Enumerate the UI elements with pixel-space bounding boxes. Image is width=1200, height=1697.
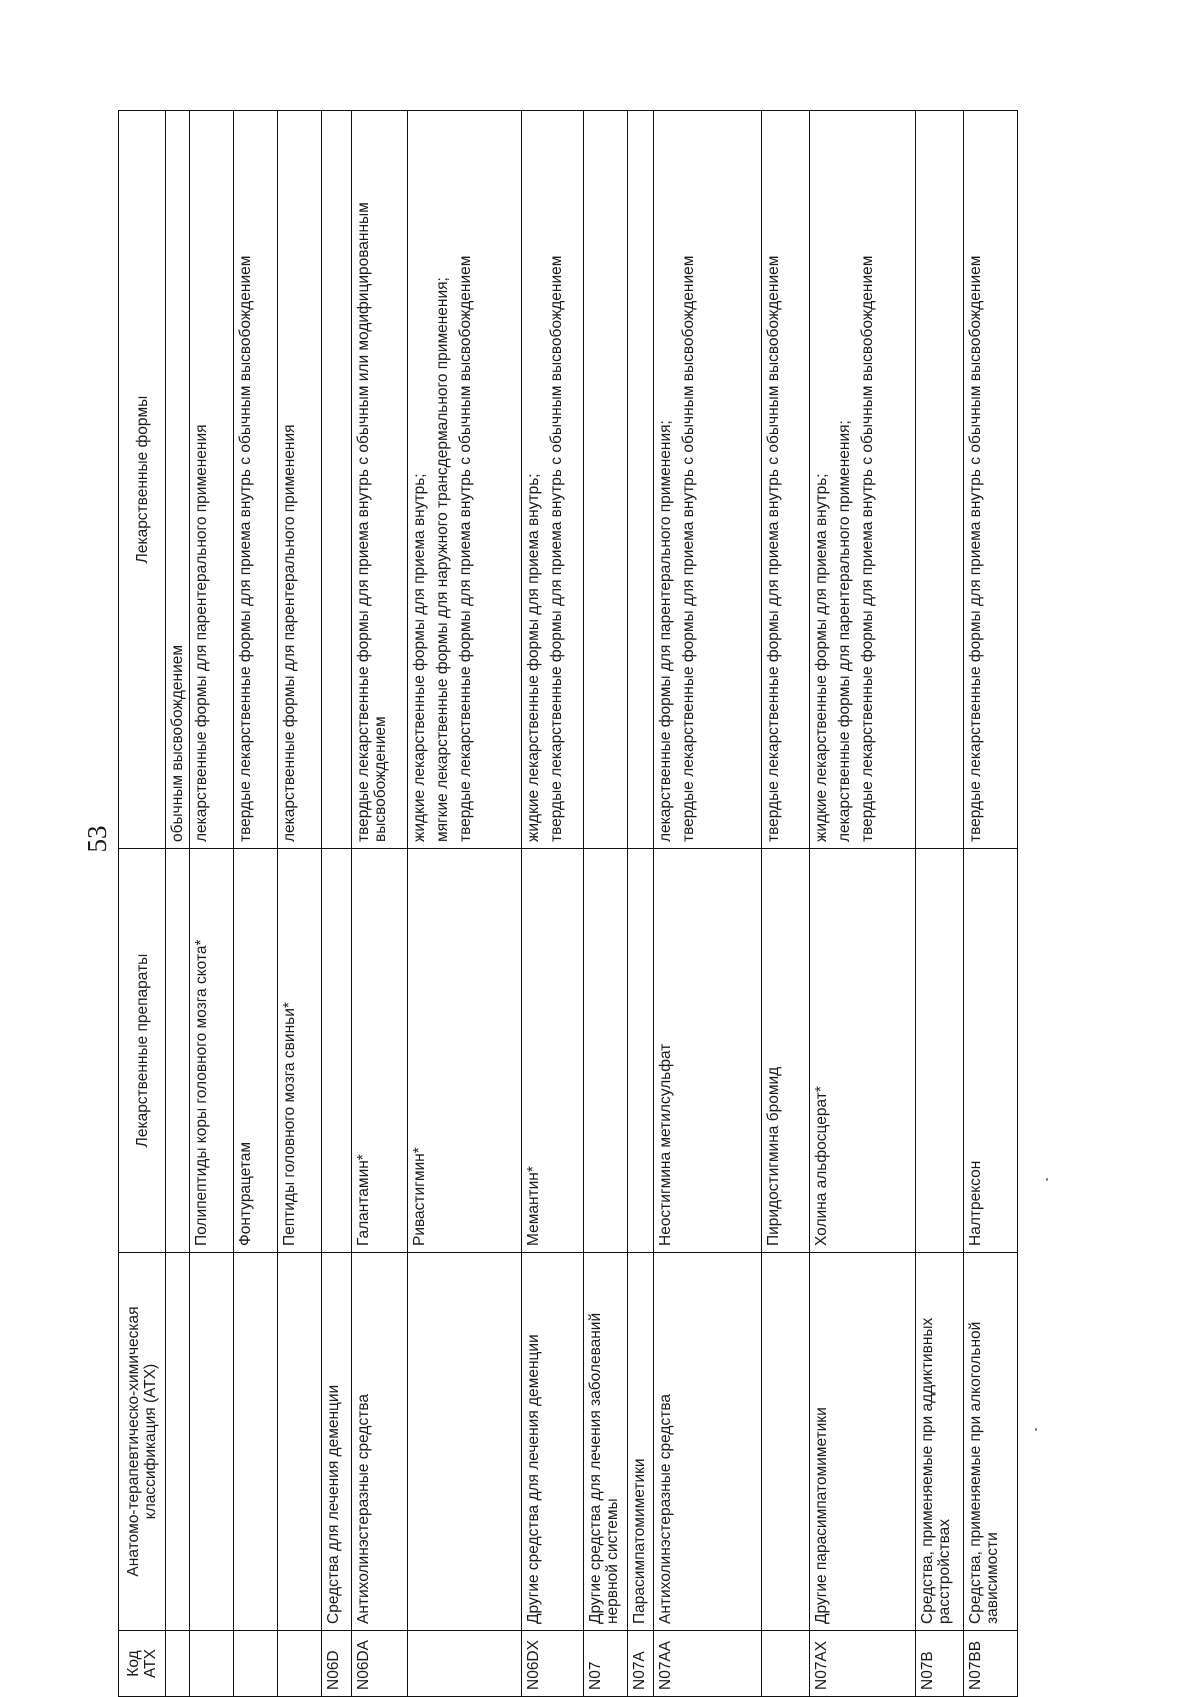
table-row [762,111,810,1697]
drug-cell: Пептиды головного мозга свиньи* [278,849,322,1253]
forms-cell [352,111,408,849]
header-code: Код АТХ [119,1631,166,1697]
table-row [234,111,278,1697]
header-classification: Анатомо-терапевтическо-химическая классификация (АТХ) [119,1253,166,1631]
drug-cell: Галантамин* [352,849,408,1253]
forms-cell [408,111,522,849]
drug-cell [916,849,964,1253]
drug-cell: Налтрексон [964,849,1018,1253]
table-row [628,111,654,1697]
atc-table [118,110,1018,1697]
drug-cell [166,849,190,1253]
atc-code-cell [190,1631,234,1697]
scan-speck [1035,1428,1037,1431]
table-body [166,111,1018,1697]
forms-cell [322,111,352,849]
classification-cell [190,1253,234,1631]
table-row [166,111,190,1697]
dosage-form-item: жидкие лекарственные формы для приема внутрь; [813,473,830,842]
drug-cell: Холина альфосцерат* [810,849,916,1253]
atc-table-rotated [118,111,1034,1697]
dosage-form-item: твердые лекарственные формы для приема внутрь с обычным высвобождением [237,255,254,842]
table-row [322,111,352,1697]
header-drugs: Лекарственные препараты [119,849,166,1253]
atc-code-cell [166,1631,190,1697]
header-forms: Лекарственные формы [119,111,166,849]
table-row [654,111,762,1697]
dosage-form-item: твердые лекарственные формы для приема внутрь с обычным или модифицированным высвобождением [355,202,389,842]
drug-cell [628,849,654,1253]
atc-code-cell [762,1631,810,1697]
dosage-form-item: лекарственные формы для парентерального применения; [836,420,853,842]
dosage-form-item: твердые лекарственные формы для приема внутрь с обычным высвобождением [457,255,474,842]
classification-cell: Парасимпатомиметики [628,1253,654,1631]
classification-cell: Средства для лечения деменции [322,1253,352,1631]
classification-cell: Другие парасимпатомиметики [810,1253,916,1631]
forms-cell [916,111,964,849]
table-row [964,111,1018,1697]
dosage-form-item: твердые лекарственные формы для приема внутрь с обычным высвобождением [967,255,984,842]
dosage-form-item: лекарственные формы для парентерального применения; [657,420,674,842]
atc-code-cell: N06D [322,1631,352,1697]
table-row [916,111,964,1697]
drug-cell: Полипептиды коры головного мозга скота* [190,849,234,1253]
drug-cell: Неостигмина метилсульфат [654,849,762,1253]
forms-cell [654,111,762,849]
drug-cell: Ривастигмин* [408,849,522,1253]
drug-cell [322,849,352,1253]
dosage-form-item: обычным высвобождением [169,644,186,842]
page-number: 53 [82,825,112,853]
atc-code-cell: N06DA [352,1631,408,1697]
atc-code-cell: N07AA [654,1631,762,1697]
classification-cell: Антихолинэстеразные средства [654,1253,762,1631]
dosage-form-item: лекарственные формы для парентерального применения [281,424,298,842]
classification-cell: Средства, применяемые при алкогольной зависимости [964,1253,1018,1631]
dosage-form-item: жидкие лекарственные формы для приема внутрь; [525,473,542,842]
forms-cell [810,111,916,849]
classification-cell: Антихолинэстеразные средства [352,1253,408,1631]
table-row [190,111,234,1697]
dosage-form-item: твердые лекарственные формы для приема внутрь с обычным высвобождением [548,255,565,842]
classification-cell: Средства, применяемые при аддиктивных расстройствах [916,1253,964,1631]
dosage-form-item: твердые лекарственные формы для приема внутрь с обычным высвобождением [859,255,876,842]
table-row [810,111,916,1697]
atc-code-cell: N06DX [522,1631,584,1697]
dosage-form-item: твердые лекарственные формы для приема внутрь с обычным высвобождением [680,255,697,842]
dosage-form-item: жидкие лекарственные формы для приема внутрь; [411,473,428,842]
forms-cell [234,111,278,849]
header-row [119,111,166,1697]
scan-speck [1046,1178,1048,1181]
table-row [522,111,584,1697]
forms-cell [522,111,584,849]
classification-cell [762,1253,810,1631]
drug-cell: Пиридостигмина бромид [762,849,810,1253]
drug-cell: Фонтурацетам [234,849,278,1253]
classification-cell: Другие средства для лечения заболеваний нервной системы [584,1253,628,1631]
dosage-form-item: мягкие лекарственные формы для наружного трансдермального применения; [434,277,451,842]
forms-cell [964,111,1018,849]
drug-cell [584,849,628,1253]
dosage-form-item: твердые лекарственные формы для приема внутрь с обычным высвобождением [765,255,782,842]
classification-cell: Другие средства для лечения деменции [522,1253,584,1631]
table-row [408,111,522,1697]
atc-code-cell: N07BB [964,1631,1018,1697]
atc-code-cell [278,1631,322,1697]
dosage-form-item: лекарственные формы для парентерального применения [193,424,210,842]
forms-cell [278,111,322,849]
atc-code-cell: N07A [628,1631,654,1697]
atc-code-cell [408,1631,522,1697]
atc-code-cell: N07AX [810,1631,916,1697]
forms-cell [628,111,654,849]
classification-cell [278,1253,322,1631]
forms-cell [762,111,810,849]
classification-cell [234,1253,278,1631]
forms-cell [166,111,190,849]
forms-cell [190,111,234,849]
classification-cell [166,1253,190,1631]
atc-code-cell [234,1631,278,1697]
forms-cell [584,111,628,849]
table-row [584,111,628,1697]
atc-code-cell: N07B [916,1631,964,1697]
table-row [278,111,322,1697]
drug-cell: Мемантин* [522,849,584,1253]
atc-code-cell: N07 [584,1631,628,1697]
classification-cell [408,1253,522,1631]
table-row [352,111,408,1697]
